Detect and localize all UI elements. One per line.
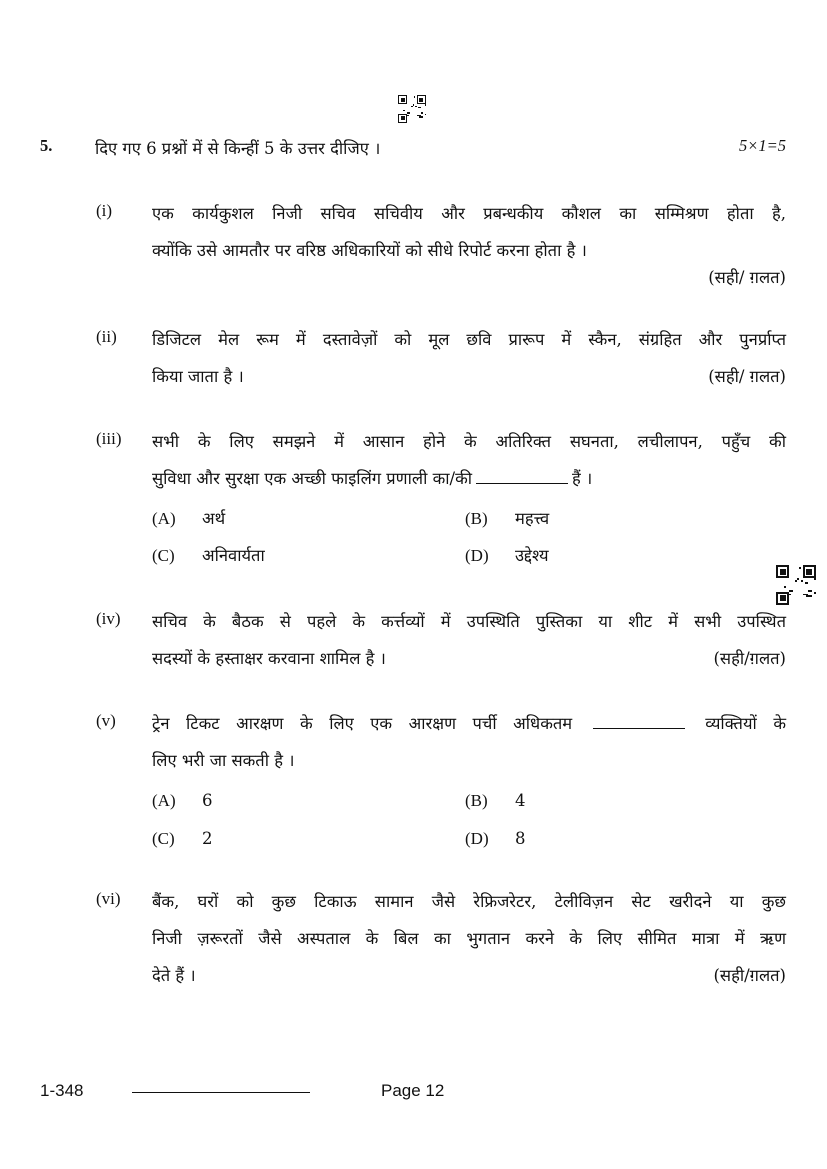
sub-question-label: (i) xyxy=(96,201,113,220)
option-d xyxy=(465,543,549,566)
true-false-choice: (सही/ग़लत) xyxy=(713,649,786,668)
option-label: (D) xyxy=(465,546,489,565)
sub-question-iv xyxy=(96,609,786,669)
sub-question-ii xyxy=(96,327,786,387)
option-d xyxy=(465,829,526,849)
option-a xyxy=(152,791,213,811)
question-text-line: निजी ज़रूरतों जैसे अस्पताल के बिल का भुगतान करने के लिए सीमित मात्रा में ऋण xyxy=(152,929,786,948)
question-text-line: बैंक, घरों को कुछ टिकाऊ सामान जैसे रेफ्रिजरेटर, टेलीविज़न सेट खरीदने या कुछ xyxy=(152,892,786,911)
sub-question-vi xyxy=(96,889,786,989)
sub-question-label: (v) xyxy=(96,711,116,730)
true-false-choice: (सही/ ग़लत) xyxy=(708,367,786,386)
true-false-choice: (सही/ ग़लत) xyxy=(708,268,786,287)
question-text-line: एक कार्यकुशल निजी सचिव सचिवीय और प्रबन्धकीय कौशल का सम्मिश्रण होता है, xyxy=(152,204,786,223)
footer-divider xyxy=(132,1092,310,1093)
option-text: उद्देश्य xyxy=(515,546,549,565)
option-text: महत्त्व xyxy=(515,509,550,528)
sub-question-i xyxy=(96,201,786,291)
sub-question-v xyxy=(96,711,786,771)
option-text: 4 xyxy=(515,791,526,810)
option-label: (C) xyxy=(152,546,175,565)
question-text-segment: हैं । xyxy=(572,469,593,488)
question-text-line: सभी के लिए समझने में आसान होने के अतिरिक्त सघनता, लचीलापन, पहुँच की xyxy=(152,432,786,451)
question-text-line: सदस्यों के हस्ताक्षर करवाना शामिल है । xyxy=(152,649,386,668)
option-c xyxy=(152,543,265,566)
sub-question-label: (ii) xyxy=(96,327,117,346)
option-label: (B) xyxy=(465,509,488,528)
option-text: अर्थ xyxy=(202,509,226,528)
question-text-line: देते हैं । xyxy=(152,966,196,985)
option-text: 8 xyxy=(515,829,526,848)
question-marks: 5×1=5 xyxy=(738,136,786,155)
option-text: अनिवार्यता xyxy=(202,546,265,565)
qr-code-top xyxy=(398,95,426,123)
answer-blank xyxy=(593,716,685,729)
sub-question-label: (vi) xyxy=(96,889,121,908)
sub-question-label: (iv) xyxy=(96,609,121,628)
option-label: (D) xyxy=(465,829,489,848)
sub-question-label: (iii) xyxy=(96,429,122,448)
question-text-line: लिए भरी जा सकती है । xyxy=(152,751,295,770)
option-label: (B) xyxy=(465,791,488,810)
option-b xyxy=(465,506,549,529)
question-text-line: क्योंकि उसे आमतौर पर वरिष्ठ अधिकारियों को सीधे रिपोर्ट करना होता है । xyxy=(152,241,587,260)
option-text: 2 xyxy=(202,829,213,848)
option-b xyxy=(465,791,526,811)
qr-code-side xyxy=(776,565,816,605)
question-text-line: डिजिटल मेल रूम में दस्तावेज़ों को मूल छवि प्रारूप में स्कैन, संग्रहित और पुनर्प्राप्त xyxy=(152,330,786,349)
option-c xyxy=(152,829,213,849)
question-text-segment: ट्रेन टिकट आरक्षण के लिए एक आरक्षण पर्ची अधिकतम xyxy=(152,714,573,733)
question-number: 5. xyxy=(40,136,53,155)
question-text-line-with-blank xyxy=(152,711,786,734)
option-label: (A) xyxy=(152,791,176,810)
question-text-line-with-blank xyxy=(152,466,786,489)
page-number: Page 12 xyxy=(381,1081,445,1100)
option-text: 6 xyxy=(202,791,213,810)
question-instruction: दिए गए 6 प्रश्नों में से किन्हीं 5 के उत्तर दीजिए । xyxy=(95,139,381,158)
question-text-line: सचिव के बैठक से पहले के कर्त्तव्यों में उपस्थिति पुस्तिका या शीट में सभी उपस्थित xyxy=(152,612,786,631)
paper-code: 1-348 xyxy=(40,1081,84,1100)
option-label: (C) xyxy=(152,829,175,848)
question-text-segment: सुविधा और सुरक्षा एक अच्छी फाइलिंग प्रणाली का/की xyxy=(152,469,473,488)
answer-blank xyxy=(476,471,568,484)
question-text-segment: व्यक्तियों के xyxy=(705,714,786,733)
option-a xyxy=(152,506,225,529)
true-false-choice: (सही/ग़लत) xyxy=(713,966,786,985)
question-text-line: किया जाता है । xyxy=(152,367,244,386)
option-label: (A) xyxy=(152,509,176,528)
